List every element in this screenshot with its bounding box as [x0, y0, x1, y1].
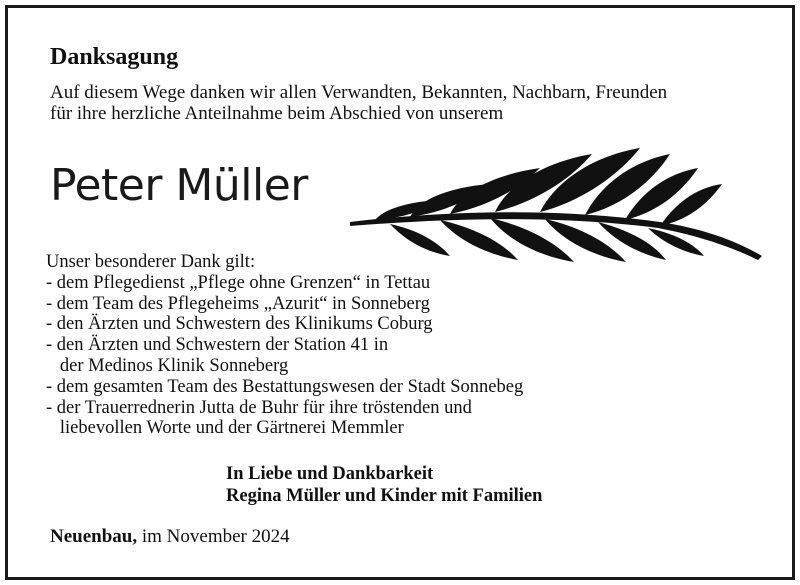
intro-text — [50, 82, 667, 124]
thanks-line: - dem Pflegedienst „Pflege ohne Grenzen“ in Tettau — [46, 272, 431, 293]
deceased-name: Peter Müller — [50, 160, 308, 211]
thanks-line: - dem Team des Pflegeheims „Azurit“ in Sonneberg — [46, 293, 430, 314]
place-date — [50, 526, 290, 548]
closing-signature — [226, 463, 542, 507]
notice-frame — [5, 5, 795, 580]
palm-leaf-icon — [330, 140, 770, 270]
thanks-line: der Medinos Klinik Sonneberg — [46, 355, 289, 376]
closing-line: Regina Müller und Kinder mit Familien — [226, 486, 543, 506]
date: im November 2024 — [141, 526, 290, 547]
thanks-line: - der Trauerrednerin Jutta de Buhr für ihre tröstenden und — [46, 397, 472, 418]
closing-line: In Liebe und Dankbarkeit — [226, 464, 434, 484]
thanks-line: Unser besonderer Dank gilt: — [46, 252, 256, 272]
thanks-list — [46, 252, 523, 439]
place: Neuenbau, — [50, 526, 138, 547]
thanks-line: - dem gesamten Team des Bestattungswesen der Stadt Sonnebeg — [46, 376, 524, 397]
notice-heading: Danksagung — [50, 44, 179, 70]
intro-line: für ihre herzliche Anteilnahme beim Abschied von unserem — [50, 103, 504, 124]
intro-line: Auf diesem Wege danken wir allen Verwandten, Bekannten, Nachbarn, Freunden — [50, 82, 668, 103]
thanks-line: - den Ärzten und Schwestern des Klinikums Coburg — [46, 314, 433, 335]
thanks-line: - den Ärzten und Schwestern der Station 41 in — [46, 335, 389, 356]
thanks-line: liebevollen Worte und der Gärtnerei Memmler — [46, 418, 404, 439]
